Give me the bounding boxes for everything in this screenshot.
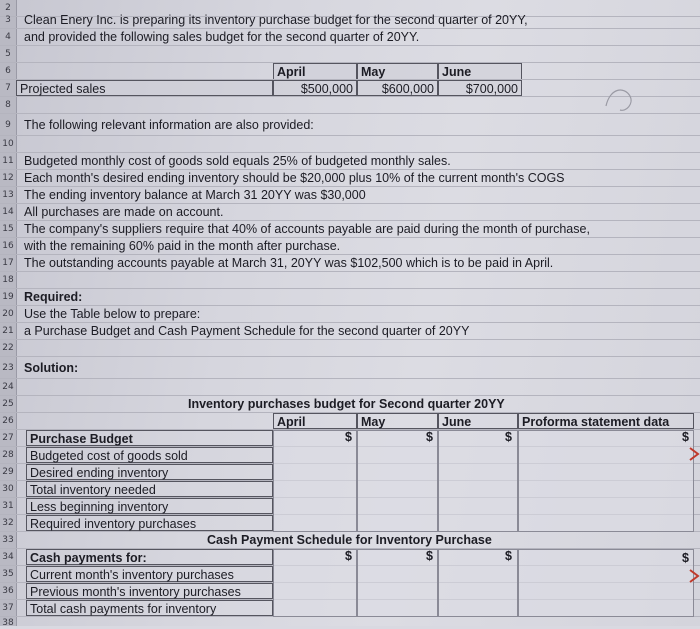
sales-col-may[interactable]: May — [357, 63, 438, 79]
row-12[interactable] — [0, 170, 700, 187]
may-input-area[interactable] — [357, 430, 438, 532]
row-7[interactable] — [0, 80, 700, 97]
row-16[interactable] — [0, 238, 700, 255]
row-number[interactable]: 15 — [2, 224, 14, 234]
row-number[interactable]: 23 — [2, 363, 14, 373]
row-24[interactable] — [0, 379, 700, 396]
row-number[interactable]: 24 — [2, 382, 14, 392]
row-number[interactable]: 35 — [2, 569, 14, 579]
row-number[interactable]: 16 — [2, 241, 14, 251]
info-header: The following relevant information are also provided: — [24, 118, 314, 132]
row-number[interactable]: 31 — [2, 501, 14, 511]
row-number[interactable]: 6 — [5, 66, 11, 76]
row-3[interactable] — [0, 12, 700, 29]
info-item: with the remaining 60% paid in the month after purchase. — [24, 239, 341, 253]
info-item: All purchases are made on account. — [24, 205, 224, 219]
row-17[interactable] — [0, 255, 700, 272]
april-input-area[interactable] — [273, 430, 357, 532]
row-number[interactable]: 33 — [2, 535, 14, 545]
row-10[interactable] — [0, 136, 700, 153]
purchase-row-label[interactable]: Less beginning inventory — [26, 498, 273, 514]
required-line-2: a Purchase Budget and Cash Payment Schedule for the second quarter of 20YY — [24, 324, 470, 338]
sales-june-value[interactable]: $700,000 — [438, 80, 522, 96]
row-19[interactable] — [0, 289, 700, 306]
row-25[interactable] — [0, 396, 700, 413]
june-input-area[interactable] — [438, 430, 518, 532]
row-number[interactable]: 29 — [2, 467, 14, 477]
intro-line-1: Clean Enery Inc. is preparing its inventory purchase budget for the second quarter of 20YY, — [24, 13, 528, 27]
row-number[interactable]: 22 — [2, 343, 14, 353]
proforma-cash-area[interactable] — [518, 549, 694, 617]
purchase-row-label[interactable]: Required inventory purchases — [26, 515, 273, 531]
col-may[interactable]: May — [357, 413, 438, 429]
row-number[interactable]: 20 — [2, 309, 14, 319]
cash-row-label[interactable]: Previous month's inventory purchases — [26, 583, 273, 599]
row-number[interactable]: 32 — [2, 518, 14, 528]
red-marker-icon — [688, 446, 700, 462]
dollar-sign: $ — [426, 549, 433, 563]
row-11[interactable] — [0, 153, 700, 170]
col-april[interactable]: April — [273, 413, 357, 429]
row-number[interactable]: 13 — [2, 190, 14, 200]
row-number[interactable]: 2 — [5, 3, 11, 13]
row-18[interactable] — [0, 272, 700, 289]
purchase-row-label[interactable]: Total inventory needed — [26, 481, 273, 497]
purchase-budget-label[interactable]: Purchase Budget — [26, 430, 273, 446]
row-15[interactable] — [0, 221, 700, 238]
info-item: Budgeted monthly cost of goods sold equals 25% of budgeted monthly sales. — [24, 154, 451, 168]
dollar-sign: $ — [345, 549, 352, 563]
row-33[interactable] — [0, 532, 700, 549]
row-number[interactable]: 11 — [2, 156, 14, 166]
cash-row-label[interactable]: Current month's inventory purchases — [26, 566, 273, 582]
row-number[interactable]: 36 — [2, 586, 14, 596]
row-number[interactable]: 37 — [2, 603, 14, 613]
cash-schedule-title: Cash Payment Schedule for Inventory Purchase — [207, 533, 492, 547]
purchases-budget-title: Inventory purchases budget for Second quarter 20YY — [188, 397, 505, 411]
row-22[interactable] — [0, 340, 700, 357]
dollar-sign: $ — [505, 430, 512, 444]
row-13[interactable] — [0, 187, 700, 204]
row-number[interactable]: 14 — [2, 207, 14, 217]
intro-line-2: and provided the following sales budget for the second quarter of 20YY. — [24, 30, 420, 44]
row-number[interactable]: 4 — [5, 32, 11, 42]
row-number[interactable]: 26 — [2, 416, 14, 426]
row-38[interactable] — [0, 617, 700, 626]
row-9[interactable] — [0, 114, 700, 136]
info-item: The company's suppliers require that 40% of accounts payable are paid during the month of purchase, — [24, 222, 590, 236]
required-label: Required: — [24, 290, 83, 304]
row-number[interactable]: 34 — [2, 552, 14, 562]
dollar-sign: $ — [505, 549, 512, 563]
proforma-input-area[interactable] — [518, 430, 694, 532]
sales-april-value[interactable]: $500,000 — [273, 80, 357, 96]
solution-label: Solution: — [24, 361, 79, 375]
sales-col-april[interactable]: April — [273, 63, 357, 79]
pen-scribble-icon — [600, 82, 640, 118]
sales-col-june[interactable]: June — [438, 63, 522, 79]
row-number[interactable]: 17 — [2, 258, 14, 268]
row-number[interactable]: 18 — [2, 275, 14, 285]
row-number[interactable]: 19 — [2, 292, 14, 302]
cash-payments-label[interactable]: Cash payments for: — [26, 549, 273, 565]
row-number[interactable]: 28 — [2, 450, 14, 460]
purchase-row-label[interactable]: Desired ending inventory — [26, 464, 273, 480]
required-line-1: Use the Table below to prepare: — [24, 307, 201, 321]
row-number[interactable]: 10 — [2, 139, 14, 149]
info-item: The ending inventory balance at March 31 20YY was $30,000 — [24, 188, 366, 202]
col-june[interactable]: June — [438, 413, 518, 429]
dollar-sign: $ — [682, 551, 689, 565]
row-21[interactable] — [0, 323, 700, 340]
col-proforma[interactable]: Proforma statement data — [518, 413, 694, 429]
row-26[interactable] — [0, 413, 700, 430]
projected-sales-label[interactable]: Projected sales — [16, 80, 273, 96]
row-number[interactable]: 8 — [5, 100, 11, 110]
red-marker-icon — [688, 568, 700, 584]
row-20[interactable] — [0, 306, 700, 323]
row-number[interactable]: 30 — [2, 484, 14, 494]
purchase-row-label[interactable]: Budgeted cost of goods sold — [26, 447, 273, 463]
dollar-sign: $ — [682, 430, 689, 444]
row-6[interactable] — [0, 63, 700, 80]
row-number[interactable]: 5 — [5, 49, 11, 59]
row-4[interactable] — [0, 29, 700, 46]
cash-row-label[interactable]: Total cash payments for inventory — [26, 600, 273, 616]
row-14[interactable] — [0, 204, 700, 221]
row-number[interactable]: 21 — [2, 326, 14, 336]
row-8[interactable] — [0, 97, 700, 114]
row-number[interactable]: 3 — [5, 15, 11, 25]
row-number[interactable]: 38 — [2, 618, 14, 628]
row-number[interactable]: 7 — [5, 83, 11, 93]
row-number[interactable]: 12 — [2, 173, 14, 183]
row-number[interactable]: 27 — [2, 433, 14, 443]
dollar-sign: $ — [345, 430, 352, 444]
row-number[interactable]: 9 — [5, 120, 11, 130]
info-item: Each month's desired ending inventory should be $20,000 plus 10% of the current month's COGS — [24, 171, 565, 185]
row-5[interactable] — [0, 46, 700, 63]
row-number[interactable]: 25 — [2, 399, 14, 409]
dollar-sign: $ — [426, 430, 433, 444]
row-23[interactable] — [0, 357, 700, 379]
info-item: The outstanding accounts payable at March 31, 20YY was $102,500 which is to be paid in April. — [24, 256, 554, 270]
sales-may-value[interactable]: $600,000 — [357, 80, 438, 96]
